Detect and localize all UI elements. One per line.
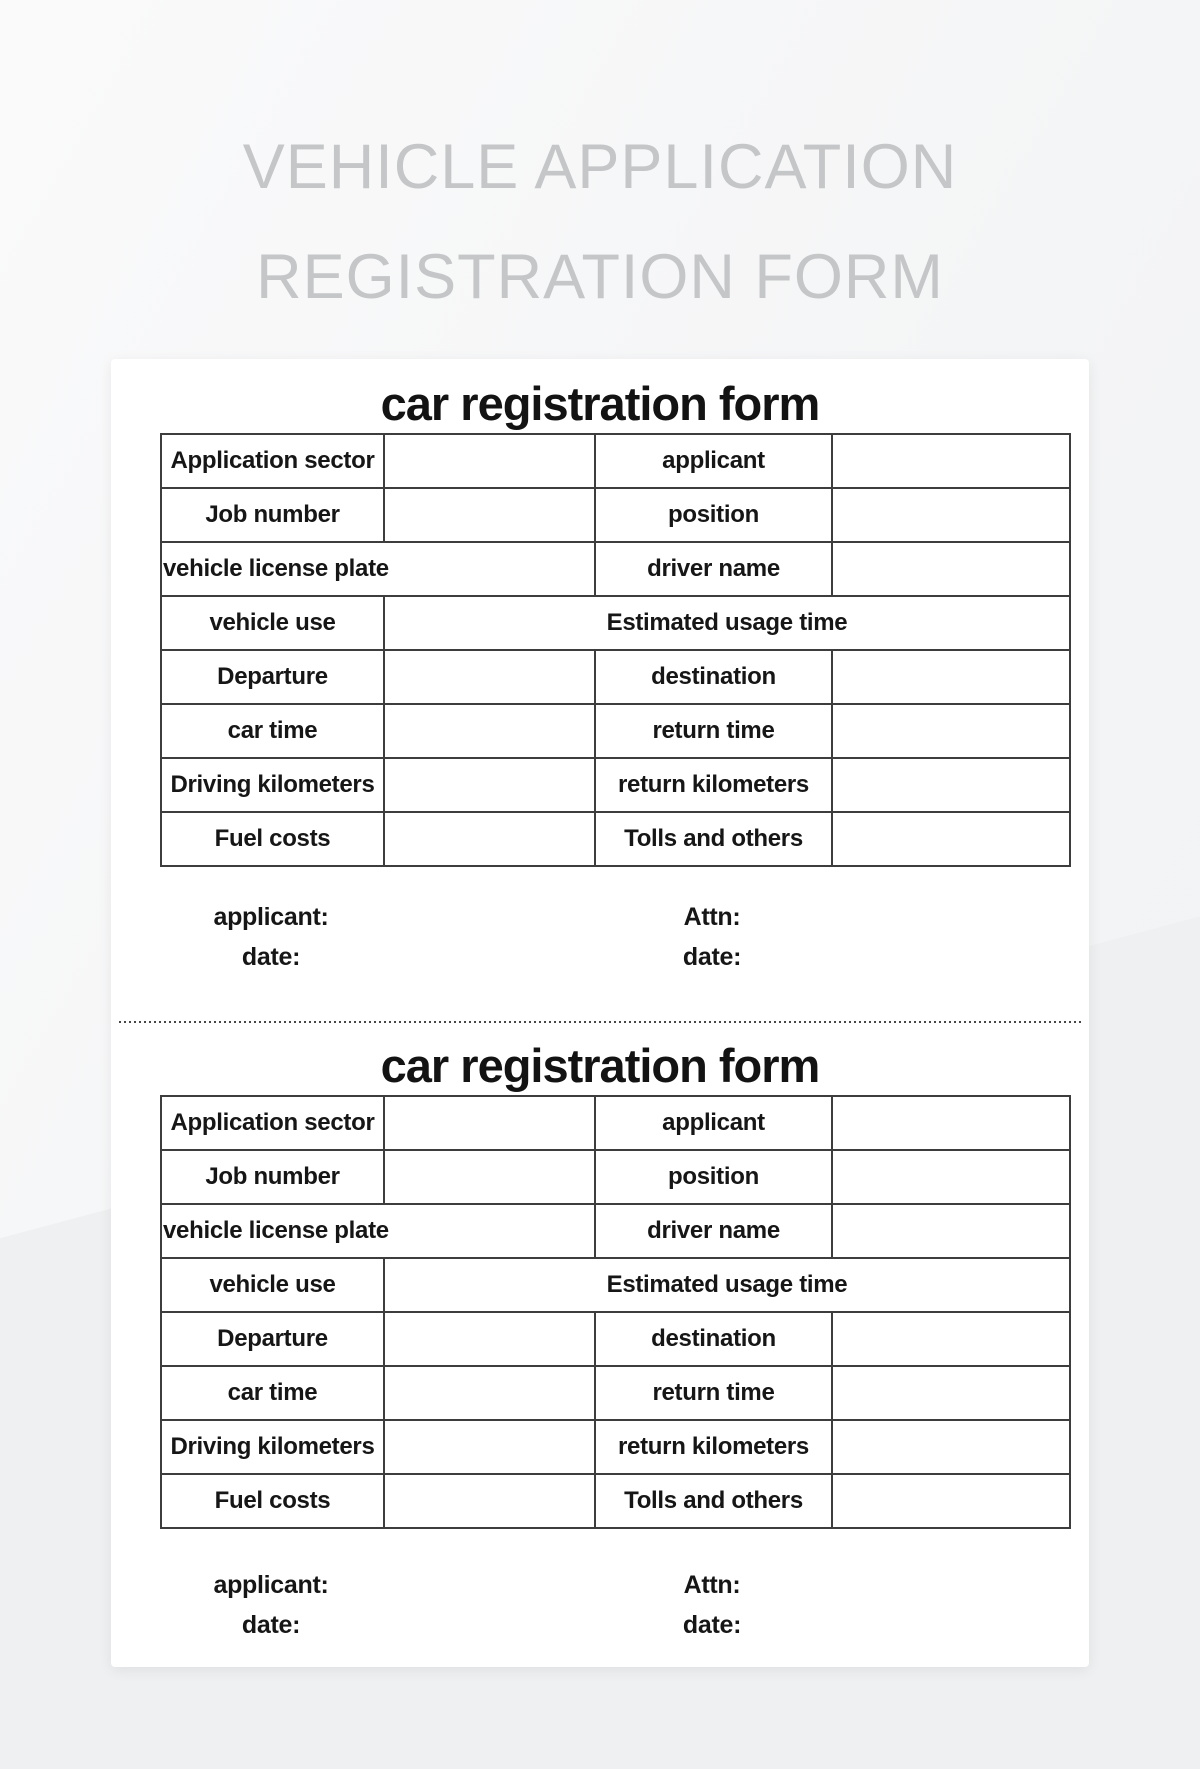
form-heading: car registration form — [380, 377, 820, 430]
table-row — [161, 542, 1070, 596]
applicant-label: applicant: — [213, 903, 329, 931]
cell-application-sector: Application sector — [161, 1096, 384, 1150]
table-row — [161, 812, 1070, 866]
cell-position: position — [595, 488, 832, 542]
cell-return-time: return time — [595, 704, 832, 758]
cell-driving-kilometers: Driving kilometers — [161, 758, 384, 812]
cell-value — [384, 650, 595, 704]
date-label: date: — [682, 1611, 742, 1639]
cell-estimated-usage-time: Estimated usage time — [384, 596, 1070, 650]
form-heading: car registration form — [380, 1039, 820, 1092]
cell-fuel-costs: Fuel costs — [161, 1474, 384, 1528]
table-row — [161, 434, 1070, 488]
table-row — [161, 650, 1070, 704]
cell-application-sector: Application sector — [161, 434, 384, 488]
cell-driving-kilometers: Driving kilometers — [161, 1420, 384, 1474]
cell-value — [832, 704, 1070, 758]
cell-value — [384, 1366, 595, 1420]
cell-position: position — [595, 1150, 832, 1204]
attn-label: Attn: — [683, 903, 741, 931]
table-row — [161, 1420, 1070, 1474]
cell-value — [832, 812, 1070, 866]
table-row — [161, 1096, 1070, 1150]
cell-value — [832, 542, 1070, 596]
table-row — [161, 758, 1070, 812]
cell-tolls-and-others: Tolls and others — [595, 812, 832, 866]
cell-value — [384, 812, 595, 866]
page-title-line1: VEHICLE APPLICATION — [242, 132, 958, 202]
page-title-line2: REGISTRATION FORM — [256, 242, 944, 312]
cell-value — [832, 1312, 1070, 1366]
table-row — [161, 488, 1070, 542]
cell-applicant: applicant — [595, 1096, 832, 1150]
cell-value — [832, 650, 1070, 704]
signature-row — [111, 903, 1089, 931]
cell-value — [832, 434, 1070, 488]
cell-fuel-costs: Fuel costs — [161, 812, 384, 866]
cell-return-time: return time — [595, 1366, 832, 1420]
cell-driver-name: driver name — [595, 1204, 832, 1258]
cell-estimated-usage-time: Estimated usage time — [384, 1258, 1070, 1312]
applicant-label: applicant: — [213, 1571, 329, 1599]
table-row — [161, 1474, 1070, 1528]
cell-value — [832, 1366, 1070, 1420]
form-sheet — [111, 359, 1089, 1667]
cell-job-number: Job number — [161, 488, 384, 542]
cell-job-number: Job number — [161, 1150, 384, 1204]
cell-applicant: applicant — [595, 434, 832, 488]
cell-value — [384, 1096, 595, 1150]
cell-vehicle-license-plate: vehicle license plate — [161, 542, 595, 596]
signature-block — [111, 903, 1089, 971]
table-row — [161, 1204, 1070, 1258]
cell-car-time: car time — [161, 704, 384, 758]
cell-value — [832, 1096, 1070, 1150]
table-row — [161, 1366, 1070, 1420]
cell-value — [832, 1474, 1070, 1528]
signature-row — [111, 1571, 1089, 1599]
signature-block — [111, 1571, 1089, 1639]
table-row — [161, 1258, 1070, 1312]
cell-value — [832, 1204, 1070, 1258]
cell-value — [384, 434, 595, 488]
date-label: date: — [241, 943, 301, 971]
cell-value — [384, 1150, 595, 1204]
cell-value — [832, 1150, 1070, 1204]
date-label: date: — [241, 1611, 301, 1639]
attn-label: Attn: — [683, 1571, 741, 1599]
cell-departure: Departure — [161, 650, 384, 704]
cell-vehicle-use: vehicle use — [161, 1258, 384, 1312]
table-row — [161, 704, 1070, 758]
cell-destination: destination — [595, 650, 832, 704]
cell-return-kilometers: return kilometers — [595, 758, 832, 812]
signature-row — [111, 1611, 1089, 1639]
cell-return-kilometers: return kilometers — [595, 1420, 832, 1474]
cell-value — [384, 488, 595, 542]
signature-row — [111, 943, 1089, 971]
table-row — [161, 596, 1070, 650]
date-label: date: — [682, 943, 742, 971]
cell-vehicle-license-plate: vehicle license plate — [161, 1204, 595, 1258]
cell-value — [832, 1420, 1070, 1474]
cell-car-time: car time — [161, 1366, 384, 1420]
cell-value — [384, 704, 595, 758]
cell-driver-name: driver name — [595, 542, 832, 596]
cell-value — [384, 1420, 595, 1474]
registration-table — [160, 1095, 1071, 1529]
cell-value — [832, 758, 1070, 812]
cell-departure: Departure — [161, 1312, 384, 1366]
table-row — [161, 1150, 1070, 1204]
table-row — [161, 1312, 1070, 1366]
cell-value — [384, 758, 595, 812]
cell-value — [384, 1474, 595, 1528]
cell-vehicle-use: vehicle use — [161, 596, 384, 650]
page-title — [0, 0, 1200, 332]
cell-value — [832, 488, 1070, 542]
cell-destination: destination — [595, 1312, 832, 1366]
cell-tolls-and-others: Tolls and others — [595, 1474, 832, 1528]
registration-table — [160, 433, 1071, 867]
cell-value — [384, 1312, 595, 1366]
